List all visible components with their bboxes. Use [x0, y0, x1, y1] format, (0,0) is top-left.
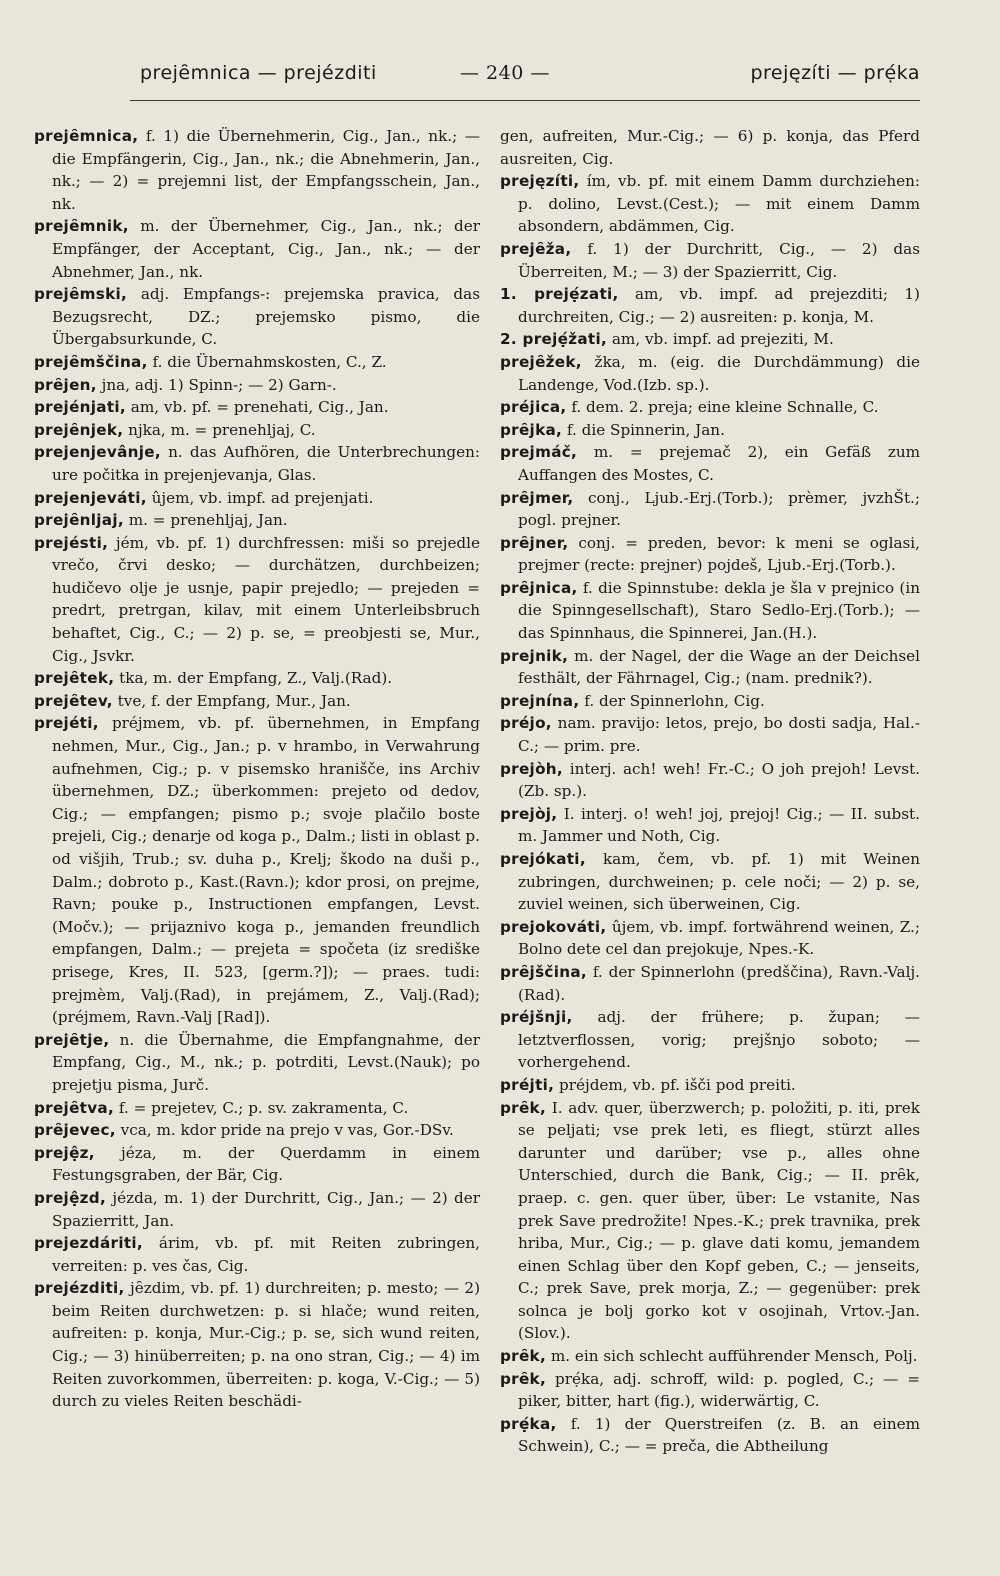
- entry-definition: jézda, m. 1) der Durchritt, Cig., Jan.; — 2) der Spazierritt, Jan.: [52, 1188, 480, 1230]
- dictionary-entry: [500, 532, 920, 577]
- entry-headword: prejȇmski,: [34, 285, 128, 304]
- entry-definition: f. dem. 2. preja; eine kleine Schnalle, C.: [566, 398, 879, 417]
- entry-definition: ûjem, vb. impf. ad prejenjati.: [146, 488, 374, 507]
- entry-definition: f. 1) die Übernehmerin, Cig., Jan., nk.; — die Empfängerin, Cig., Jan., nk.; die Abnehmerin, Jan., nk.; — 2) = prejemni list, der Empfangsschein, Jan., nk.: [52, 127, 480, 213]
- entry-headword: prejȇnjek,: [34, 420, 124, 439]
- dictionary-entry: [34, 396, 480, 419]
- dictionary-entry: [500, 690, 920, 713]
- entry-definition: nam. pravijo: letos, prejo, bo dosti sadja, Hal.-C.; — prim. pre.: [518, 714, 920, 756]
- entry-definition: m. der Nagel, der die Wage an der Deichsel festhält, der Fährnagel, Cig.; (nam. prednik?).: [518, 646, 920, 688]
- dictionary-entry: [500, 1097, 920, 1346]
- dictionary-entry: [500, 712, 920, 757]
- entry-definition: f. 1) der Querstreifen (z. B. an einem Schwein), C.; — = preča, die Abtheilung: [518, 1414, 920, 1456]
- entry-definition: ûjem, vb. impf. fortwährend weinen, Z.; Bolno dete cel dan prejokuje, Npes.-K.: [518, 917, 920, 959]
- entry-headword: prejnína,: [500, 691, 580, 710]
- entry-headword: prejéti,: [34, 714, 99, 733]
- dictionary-entry: [34, 1119, 480, 1142]
- entry-definition: m. = prejemač 2), ein Gefäß zum Auffangen des Mostes, C.: [518, 443, 920, 484]
- dictionary-entry: [34, 1187, 480, 1232]
- dictionary-entry: [34, 1232, 480, 1277]
- entry-definition: f. die Spinnerin, Jan.: [562, 420, 725, 439]
- entry-headword: prejénjati,: [34, 398, 126, 417]
- dictionary-entry: [34, 283, 480, 351]
- header-rule: [130, 100, 920, 101]
- entry-headword: prȇk,: [500, 1347, 547, 1366]
- dictionary-entry: [500, 125, 920, 170]
- running-head: [140, 62, 920, 92]
- entry-definition: kam, čem, vb. pf. 1) mit Weinen zubringen, durchweinen; p. cele noči; — 2) p. se, zuviel weinen, sich überweinen, Cig.: [518, 850, 920, 914]
- entry-headword: prejȇmščina,: [34, 352, 148, 371]
- dictionary-entry: [500, 170, 920, 238]
- dictionary-entry: [500, 441, 920, 486]
- dictionary-entry: [34, 441, 480, 486]
- entry-headword: prejęzíti,: [500, 172, 580, 191]
- entry-headword: prejȇtev,: [34, 691, 113, 710]
- entry-headword: prejmáč,: [500, 443, 578, 462]
- dictionary-entry: [500, 577, 920, 645]
- dictionary-entry: [500, 1345, 920, 1368]
- dictionary-entry: [34, 509, 480, 532]
- entry-headword: prejȇmnik,: [34, 217, 129, 236]
- entry-headword: 2. prejẹ́žati,: [500, 330, 608, 349]
- entry-headword: prejệzd,: [34, 1188, 107, 1207]
- entry-definition: jȇzdim, vb. pf. 1) durchreiten; p. mesto; — 2) beim Reiten durchwetzen: p. si hlače; wund reiten, aufreiten: p. konja, Mur.-Cig.; p. se, sich wund reiten, Cig.; — 3) hinüberreiten; p. na ono stran, Cig.; — 4) im Reiten zuvorkommen, überreiten: p. koga, V.-Cig.; — 5) durch zu vieles Reiten beschädi-: [52, 1279, 480, 1411]
- entry-headword: prejòh,: [500, 759, 563, 778]
- entry-headword: prejȇžek,: [500, 352, 582, 371]
- entry-definition: am, vb. impf. ad prejeziti, M.: [607, 330, 834, 349]
- dictionary-entry: [500, 758, 920, 803]
- entry-definition: f. der Spinnerlohn (predščina), Ravn.-Valj.(Rad).: [518, 962, 920, 1004]
- entry-headword: prejokováti,: [500, 917, 607, 936]
- entry-definition: m. ein sich schlecht aufführender Mensch, Polj.: [546, 1347, 918, 1366]
- dictionary-entry: [500, 419, 920, 442]
- entry-definition: prẹ́ka, adj. schroff, wild: p. pogled, C.; — = piker, bitter, hart (fig.), widerwärtig, C.: [518, 1369, 920, 1411]
- entry-definition: I. adv. quer, überzwerch; p. položiti, p. iti, prek se peljati; vse prek leti, es fliegt, stürzt alles darunter und darüber; vse p., alles ohne Unterschied, durch die Bank, Cig.; — II. prȇk, praep. c. gen. quer über, über: Le vstanite, Nas prek Save predrožite! Npes.-K.; prek travnika, prek hriba, Mur., Cig.; — p. glave dati komu, jemandem einen Schlag über den Kopf geben, C.; — jenseits, C.; prek Save, prek morja, Z.; — gegenüber: prek solnca je bolj gorko kot v osojinah, Vrtov.-Jan.(Slov.).: [518, 1098, 920, 1343]
- right-column: [500, 125, 920, 1458]
- entry-headword: préjšnji,: [500, 1008, 573, 1027]
- dictionary-entry: [500, 645, 920, 690]
- entry-definition: f. der Spinnerlohn, Cig.: [579, 691, 765, 710]
- dictionary-entry: [34, 374, 480, 397]
- entry-definition: conj. = preden, bevor: k meni se oglasi, prejmer (recte: prejner) pojdeš, Ljub.-Erj.(Torb.).: [518, 533, 920, 575]
- dictionary-entry: [500, 961, 920, 1006]
- entry-headword: prejezdáriti,: [34, 1234, 143, 1253]
- entry-headword: préjo,: [500, 714, 552, 733]
- dictionary-entry: [34, 1029, 480, 1097]
- entry-headword: prȇjnica,: [500, 578, 578, 597]
- dictionary-entry: [500, 916, 920, 961]
- entry-headword: prejézditi,: [34, 1279, 125, 1298]
- dictionary-entry: [500, 487, 920, 532]
- entry-definition: n. die Übernahme, die Empfangnahme, der Empfang, Cig., M., nk.; p. potrditi, Levst.(Nauk); po prejetju pisma, Jurč.: [52, 1030, 480, 1094]
- entry-definition: m. = prenehljaj, Jan.: [123, 511, 288, 530]
- entry-headword: prejȇtva,: [34, 1098, 115, 1117]
- dictionary-entry: [34, 215, 480, 283]
- entry-headword: prejȇža,: [500, 239, 572, 258]
- dictionary-entry: [34, 1277, 480, 1413]
- dictionary-entry: [500, 1074, 920, 1097]
- entry-definition: njka, m. = prenehljaj, C.: [123, 420, 316, 439]
- entry-headword: prejókati,: [500, 850, 586, 868]
- entry-headword: prȇk,: [500, 1369, 547, 1388]
- dictionary-entry: [34, 125, 480, 215]
- entry-headword: prejȇmnica,: [34, 127, 139, 145]
- entry-headword: prȇjner,: [500, 533, 569, 552]
- entry-headword: prȇjmer,: [500, 488, 574, 507]
- entry-headword: prejnik,: [500, 646, 569, 665]
- entry-headword: prȇjka,: [500, 420, 563, 439]
- entry-headword: préjica,: [500, 398, 567, 417]
- header-right-guide-words: prejęzíti — prẹ́ka: [750, 62, 920, 84]
- entry-headword: prȇjen,: [34, 375, 97, 394]
- entry-headword: prejȇtje,: [34, 1030, 110, 1049]
- entry-definition: ím, vb. pf. mit einem Damm durchziehen: p. dolino, Levst.(Cest.); — mit einem Damm absondern, abdämmen, Cig.: [518, 172, 920, 236]
- entry-definition: conj., Ljub.-Erj.(Torb.); prèmer, jvzhŠt.; pogl. prejner.: [518, 488, 920, 530]
- dictionary-entry: [500, 803, 920, 848]
- entry-headword: prȇjščina,: [500, 962, 587, 981]
- entry-headword: prejòj,: [500, 804, 558, 823]
- header-left-guide-words: prejȇmnica — prejézditi: [140, 62, 377, 84]
- entry-headword: prejenjevânje,: [34, 443, 161, 462]
- dictionary-entry: [34, 667, 480, 690]
- entry-definition: jna, adj. 1) Spinn-; — 2) Garn-.: [96, 375, 337, 394]
- page-number: — 240 —: [460, 62, 550, 84]
- entry-definition: am, vb. pf. = prenehati, Cig., Jan.: [125, 398, 389, 417]
- dictionary-entry: [500, 351, 920, 396]
- entry-definition: f. 1) der Durchritt, Cig., — 2) das Überreiten, M.; — 3) der Spazierritt, Cig.: [518, 239, 920, 281]
- entry-headword: 1. prejẹ́zati,: [500, 285, 619, 304]
- entry-definition: adj. Empfangs-: prejemska pravica, das Bezugsrecht, DZ.; prejemsko pismo, die Übergabsurkunde, C.: [52, 285, 480, 349]
- left-column: [34, 125, 480, 1413]
- entry-definition: m. der Übernehmer, Cig., Jan., nk.; der Empfänger, der Acceptant, Cig., Jan., nk.; — der Abnehmer, Jan., nk.: [52, 217, 480, 281]
- entry-definition: I. interj. o! weh! joj, prejoj! Cig.; — II. subst. m. Jammer und Noth, Cig.: [518, 804, 920, 846]
- entry-headword: prejȇnljaj,: [34, 511, 124, 530]
- entry-definition: gen, aufreiten, Mur.-Cig.; — 6) p. konja, das Pferd ausreiten, Cig.: [500, 127, 920, 168]
- entry-headword: prejésti,: [34, 533, 109, 552]
- entry-definition: adj. der frühere; p. župan; — letztverflossen, vorig; prejšnjo soboto; — vorhergehend.: [518, 1008, 920, 1072]
- entry-definition: préjdem, vb. pf. išči pod preiti.: [554, 1075, 796, 1094]
- entry-definition: f. die Spinnstube: dekla je šla v prejnico (in die Spinngesellschaft), Staro Sedlo-Erj.(Torb.); — das Spinnhaus, die Spinnerei, Jan.(H.).: [518, 578, 920, 643]
- entry-definition: préjmem, vb. pf. übernehmen, in Empfang nehmen, Mur., Cig., Jan.; p. v hrambo, in Verwahrung aufnehmen, Cig.; p. v pisemsko hranišče, ins Archiv übernehmen, DZ.; überkommen: prejeto od dedov, Cig.; — empfangen; pismo p.; svoje plačilo boste prejeli, Cig.; denarje od koga p., Dalm.; listi in oblast p. od višjih, Trub.; sv. duha p., Krelj; škodo na duši p., Dalm.; dobroto p., Kast.(Ravn.); kdor prosi, on prejme, Ravn; pouke p., Instructionen empfangen, Levst.(Močv.); — prijaznivo koga p., jemanden freundlich empfangen, Dalm.; — prejeta = spočeta (iz središke prisege, Kres, II. 523, [germ.?]); — praes. tudi: prejmèm, Valj.(Rad), in prejámem, Z., Valj.(Rad); (préjmem, Ravn.-Valj [Rad]).: [52, 714, 480, 1027]
- entry-headword: prẹ́ka,: [500, 1414, 557, 1433]
- entry-definition: f. die Übernahmskosten, C., Z.: [147, 352, 387, 371]
- entry-definition: tka, m. der Empfang, Z., Valj.(Rad).: [114, 669, 393, 688]
- entry-definition: tve, f. der Empfang, Mur., Jan.: [112, 691, 351, 710]
- dictionary-entry: [34, 487, 480, 510]
- entry-headword: prȇjevec,: [34, 1121, 116, 1140]
- dictionary-entry: [34, 1097, 480, 1120]
- entry-definition: n. das Aufhören, die Unterbrechungen: ure počitka in prejenjevanja, Glas.: [52, 443, 480, 484]
- entry-definition: jéza, m. der Querdamm in einem Festungsgraben, der Bär, Cig.: [52, 1143, 480, 1185]
- entry-definition: árim, vb. pf. mit Reiten zubringen, verreiten: p. ves čas, Cig.: [52, 1234, 480, 1275]
- entry-headword: prejȇtek,: [34, 669, 115, 688]
- dictionary-entry: [500, 238, 920, 283]
- dictionary-entry: [34, 1142, 480, 1187]
- entry-headword: prȇk,: [500, 1098, 547, 1117]
- dictionary-entry: [500, 328, 920, 351]
- entry-definition: am, vb. impf. ad prejezditi; 1) durchreiten, Cig.; — 2) ausreiten: p. konja, M.: [518, 285, 920, 326]
- dictionary-entry: [500, 848, 920, 916]
- dictionary-entry: [500, 1413, 920, 1458]
- entry-headword: préjti,: [500, 1075, 555, 1094]
- dictionary-entry: [34, 532, 480, 668]
- dictionary-entry: [500, 283, 920, 328]
- dictionary-entry: [500, 396, 920, 419]
- entry-headword: prejệz,: [34, 1143, 95, 1162]
- entry-definition: interj. ach! weh! Fr.-C.; O joh prejoh! Levst.(Zb. sp.).: [518, 759, 920, 801]
- dictionary-entry: [34, 351, 480, 374]
- dictionary-entry: [34, 690, 480, 713]
- dictionary-entry: [34, 419, 480, 442]
- entry-definition: jém, vb. pf. 1) durchfressen: miši so prejedle vrečo, črvi desko; — durchätzen, durchbeizen; hudičevo olje je usnje, papir prejedlo; — prejeden = predrt, pretrgan, kilav, mit einem Unterleibsbruch behaftet, Cig., C.; — 2) p. se, = preobjesti se, Mur., Cig., Jsvkr.: [52, 533, 480, 665]
- entry-headword: prejenjeváti,: [34, 488, 147, 507]
- entry-definition: vca, m. kdor pride na prejo v vas, Gor.-DSv.: [115, 1121, 454, 1140]
- dictionary-entry: [500, 1368, 920, 1413]
- entry-definition: žka, m. (eig. die Durchdämmung) die Landenge, Vod.(Izb. sp.).: [518, 352, 920, 394]
- dictionary-entry: [34, 712, 480, 1028]
- entry-definition: f. = prejetev, C.; p. sv. zakramenta, C.: [114, 1098, 409, 1117]
- dictionary-entry: [500, 1006, 920, 1074]
